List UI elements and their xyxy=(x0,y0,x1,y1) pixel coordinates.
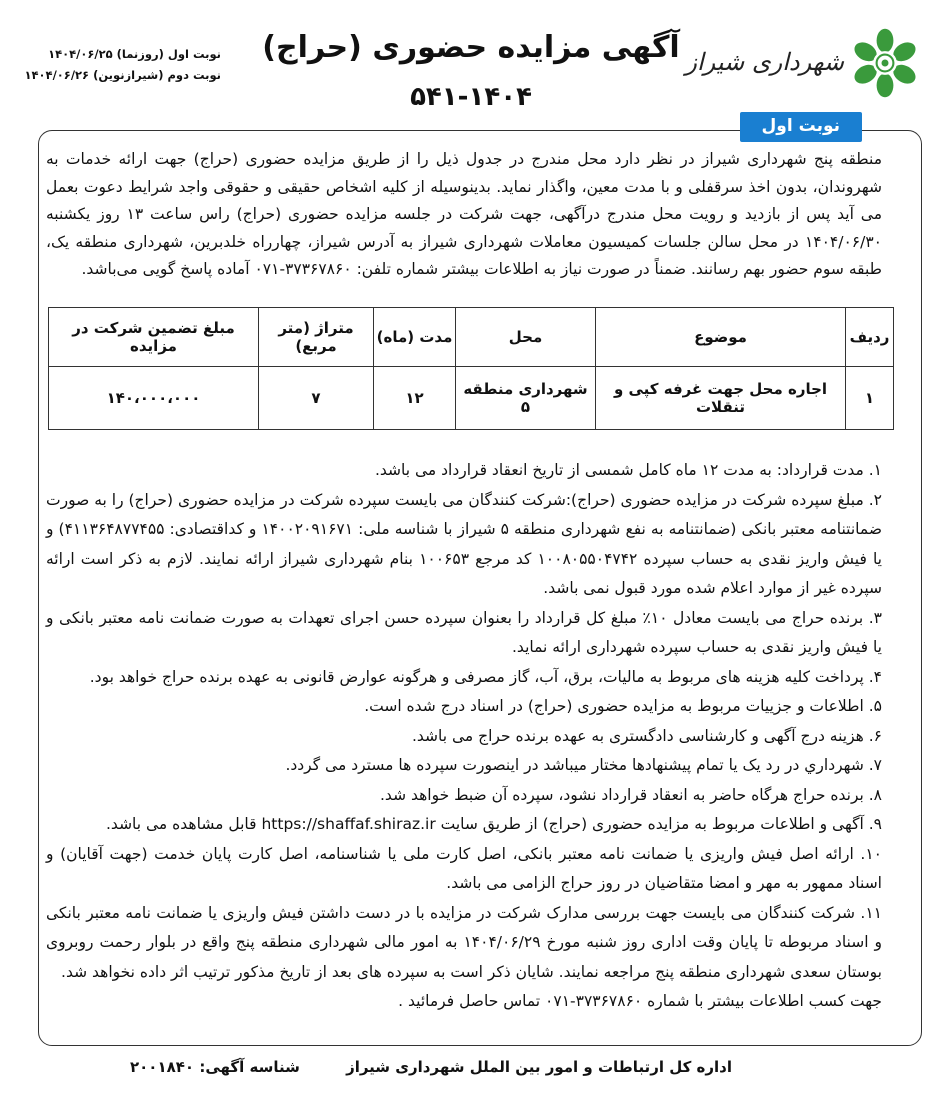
ad-title: آگهی مزایده حضوری (حراج) xyxy=(262,30,680,65)
condition-item: ۳. برنده حراج می بایست معادل ۱۰٪ مبلغ کل قرارداد را بعنوان سپرده حسن اجرای تعهدات به صورت ضمانت نامه معتبر بانکی و یا فیش واریز نقدی به حساب سپرده شهرداری ارائه نماید. xyxy=(46,608,882,656)
cell-location: شهرداری منطقه ۵ xyxy=(456,367,596,430)
contact-line: جهت کسب اطلاعات بیشتر با شماره ۳۷۳۶۷۸۶۰-۰۷۱ تماس حاصل فرمائید . xyxy=(398,992,882,1010)
condition-item: ۲. مبلغ سپرده شرکت در مزایده حضوری (حراج):شرکت کنندگان می بایست سپرده شرکت در مزایده حضوری (حراج) را به صورت ضمانتنامه معتبر بانکی (ضمانتنامه به نفع شهرداری منطقه ۵ شیراز با شناسه ملی: ۱۴۰۰۲۰۹۱۶۷۱ و کداقتصادی: ۴۱۱۳۶۴۸۷۷۴۵۵) و یا فیش واریز نقدی به حساب سپرده ۱۰۰۸۰۵۵۰۴۷۴۲ کد مرجع ۱۰۰۶۵۳ بنام شهرداری شیراز ارائه نمایند. لازم به ذکر است ارائه سپرده غیر از موارد اعلام شده مورد قبول نمی باشد. xyxy=(46,490,882,597)
header-guarantee: مبلغ تضمین شرکت در مزایده xyxy=(49,308,259,367)
cell-area: ۷ xyxy=(259,367,374,430)
footer-ad-id: شناسه آگهی: ۲۰۰۱۸۴۰ xyxy=(130,1058,300,1076)
cell-subject: اجاره محل جهت غرفه کپی و تنقلات xyxy=(596,367,846,430)
condition-item: ۹. آگهی و اطلاعات مربوط به مزایده حضوری (حراج) از طریق سایت https://shaffaf.shiraz.ir قابل مشاهده می باشد. xyxy=(106,815,882,833)
cell-row-number: ۱ xyxy=(846,367,894,430)
condition-item: ۴. پرداخت کلیه هزینه های مربوط به مالیات، برق، آب، گاز مصرفی و هرگونه عوارض قانونی به عهده برنده حراج خواهد بود. xyxy=(89,667,882,686)
footer-department: اداره کل ارتباطات و امور بین الملل شهرداری شیراز xyxy=(346,1058,732,1076)
condition-item: ۱۱. شرکت کنندگان می بایست جهت بررسی مدارک شرکت در مزایده با در دست داشتن فیش واریزی یا ضمانت نامه معتبر بانکی و اسناد مربوطه تا پایان وقت اداری روز شنبه مورخ ۱۴۰۴/۰۶/۲۹ به امور مالی شهرداری منطقه پنج واقع در بلوار رحمت روبروی بوستان سعدی شهرداری منطقه پنج مراجعه نمایند. شایان ذکر است به سپرده های بعد از تاریخ مذکور ترتیب اثر داده نخواهد شد. xyxy=(46,903,882,981)
city-logo-text: شهرداری شیراز xyxy=(685,48,844,76)
table-header-row xyxy=(49,308,894,367)
table-row xyxy=(49,367,894,430)
auction-items-table xyxy=(48,307,894,430)
ad-footer xyxy=(38,1048,922,1088)
round-tag: نوبت اول xyxy=(740,112,862,142)
condition-item: ۶. هزینه درج آگهی و کارشناسی دادگستری به عهده برنده حراج می باشد. xyxy=(411,726,882,745)
header-area: متراژ (متر مربع) xyxy=(259,308,374,367)
conditions-list xyxy=(46,456,882,1017)
condition-item: ۱۰. ارائه اصل فیش واریزی یا ضمانت نامه معتبر بانکی، اصل کارت ملی یا شناسنامه، اصل کارت پایان خدمت (جهت آقایان) و اسناد ممهور به مهر و امضا متقاضیان در روز حراج الزامی می باشد. xyxy=(46,844,882,892)
header-location: محل xyxy=(456,308,596,367)
header-duration: مدت (ماه) xyxy=(374,308,456,367)
condition-item: ۱. مدت قرارداد: به مدت ۱۲ ماه کامل شمسی از تاریخ انعقاد قرارداد می باشد. xyxy=(374,461,882,479)
cell-duration: ۱۲ xyxy=(374,367,456,430)
condition-item: ۵. اطلاعات و جزییات مربوط به مزایده حضوری (حراج) در اسناد درج شده است. xyxy=(364,697,882,715)
publication-second: نوبت دوم (شیرازنوین) ۱۴۰۴/۰۶/۲۶ xyxy=(24,68,221,82)
publication-dates xyxy=(16,44,221,86)
ad-header xyxy=(0,0,942,120)
condition-item: ۸. برنده حراج هرگاه حاضر به انعقاد قرارداد نشود، سپرده آن ضبط خواهد شد. xyxy=(380,785,882,804)
cell-guarantee: ۱۴۰،۰۰۰،۰۰۰ xyxy=(49,367,259,430)
condition-item: ۷. شهرداري در رد يک يا تمام پيشنهادها مختار ميباشد در اينصورت سپرده ها مسترد می گردد. xyxy=(285,756,882,774)
publication-first: نوبت اول (روزنما) ۱۴۰۴/۰۶/۲۵ xyxy=(48,47,221,61)
ad-number: ۵۴۱-۱۴۰۴ xyxy=(410,82,532,112)
header-subject: موضوع xyxy=(596,308,846,367)
header-row-number: ردیف xyxy=(846,308,894,367)
intro-paragraph: منطقه پنج شهرداری شیراز در نظر دارد محل مندرج در جدول ذیل را از طریق مزایده حضوری (حراج) جهت ارائه خدمات به شهروندان، بدون اخذ سرقفلی و با مدت معین، واگذار نماید. بدینوسیله از کلیه اشخاص حقیقی و حقوقی واجد شرایط دعوت بعمل می آید پس از بازدید و رویت محل مندرج درآگهی، جهت شرکت در جلسه مزایده حضوری (حراج) راس ساعت ۱۳ روز یکشنبه ۱۴۰۴/۰۶/۳۰ در محل سالن جلسات کمیسیون معاملات شهرداری شیراز به آدرس شیراز، چهارراه خلدبرین، شهرداری منطقه یک، طبقه سوم حضور بهم رسانند. ضمناً در صورت نیاز به اطلاعات بیشتر شماره تلفن: ۳۷۳۶۷۸۶۰-۰۷۱ آماده پاسخ گویی می‌باشد. xyxy=(46,150,882,278)
